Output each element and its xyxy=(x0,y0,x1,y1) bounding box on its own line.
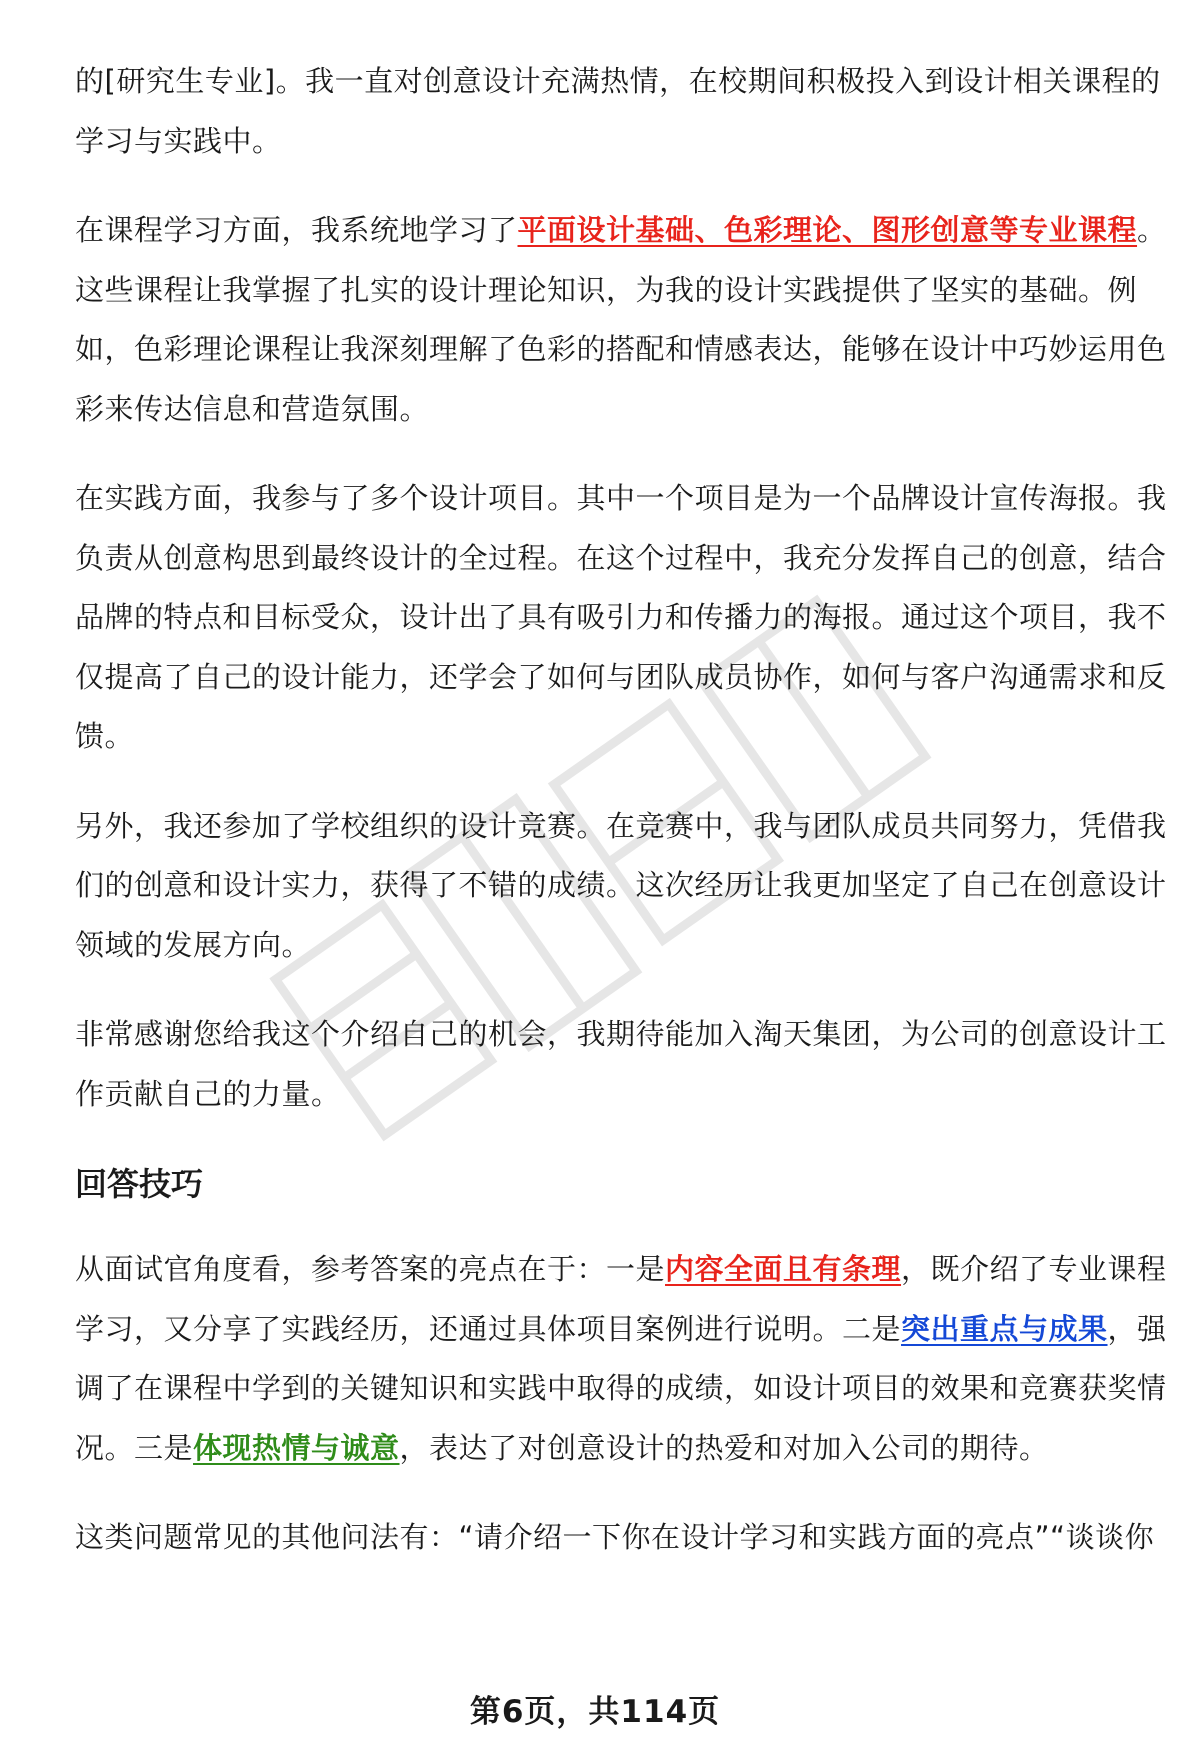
paragraph-closing: 非常感谢您给我这个介绍自己的机会，我期待能加入淘天集团，为公司的创意设计工作贡献自己的力量。 xyxy=(75,1017,1167,1111)
main-content xyxy=(75,52,1175,1598)
tips-text-1: 从面试官角度看，参考答案的亮点在于：一是 xyxy=(75,1252,666,1286)
paragraph-intro: 的[研究生专业]。我一直对创意设计充满热情，在校期间积极投入到设计相关课程的学习与实践中。 xyxy=(75,64,1161,158)
paragraph-tips xyxy=(75,1240,1175,1478)
section-heading: 回答技巧 xyxy=(75,1165,204,1203)
highlight-key-points: 突出重点与成果 xyxy=(901,1311,1108,1346)
paragraph-practice: 在实践方面，我参与了多个设计项目。其中一个项目是为一个品牌设计宣传海报。我负责从创意构思到最终设计的全过程。在这个过程中，我充分发挥自己的创意，结合品牌的特点和目标受众，设计出了具有吸引力和传播力的海报。通过这个项目，我不仅提高了自己的设计能力，还学会了如何与团队成员协作，如何与客户沟通需求和反馈。 xyxy=(75,481,1167,753)
tips-text-2: ，既介绍了专业课程学习，又分享了实践经历，还通过具体项目案例进行说明。二是 xyxy=(75,1252,1167,1346)
highlight-comprehensive: 内容全面且有条理 xyxy=(665,1252,902,1286)
tips-text-4: ，表达了对创意设计的热爱和对加入公司的期待。 xyxy=(399,1430,1049,1465)
coursework-text-end: 。这些课程让我掌握了扎实的设计理论知识，为我的设计实践提供了坚实的基础。例如，色彩理论课程让我深刻理解了色彩的搭配和情感表达，能够在设计中巧妙运用色彩来传达信息和营造氛围。 xyxy=(75,213,1167,426)
highlight-courses: 平面设计基础、色彩理论、图形创意等专业课程 xyxy=(517,213,1138,247)
paragraph-coursework xyxy=(75,201,1175,439)
paragraph-other-questions: 这类问题常见的其他问法有：“请介绍一下你在设计学习和实践方面的亮点”“谈谈你 xyxy=(75,1520,1155,1554)
coursework-text-start: 在课程学习方面，我系统地学习了 xyxy=(75,213,518,247)
page-number-footer: 第6页，共114页 xyxy=(469,1694,721,1730)
highlight-passion: 体现热情与诚意 xyxy=(193,1430,400,1465)
tips-text-3: ，强调了在课程中学到的关键知识和实践中取得的成绩，如设计项目的效果和竞赛获奖情况。三是 xyxy=(75,1311,1167,1465)
paragraph-competition: 另外，我还参加了学校组织的设计竞赛。在竞赛中，我与团队成员共同努力，凭借我们的创意和设计实力，获得了不错的成绩。这次经历让我更加坚定了自己在创意设计领域的发展方向。 xyxy=(75,808,1167,962)
